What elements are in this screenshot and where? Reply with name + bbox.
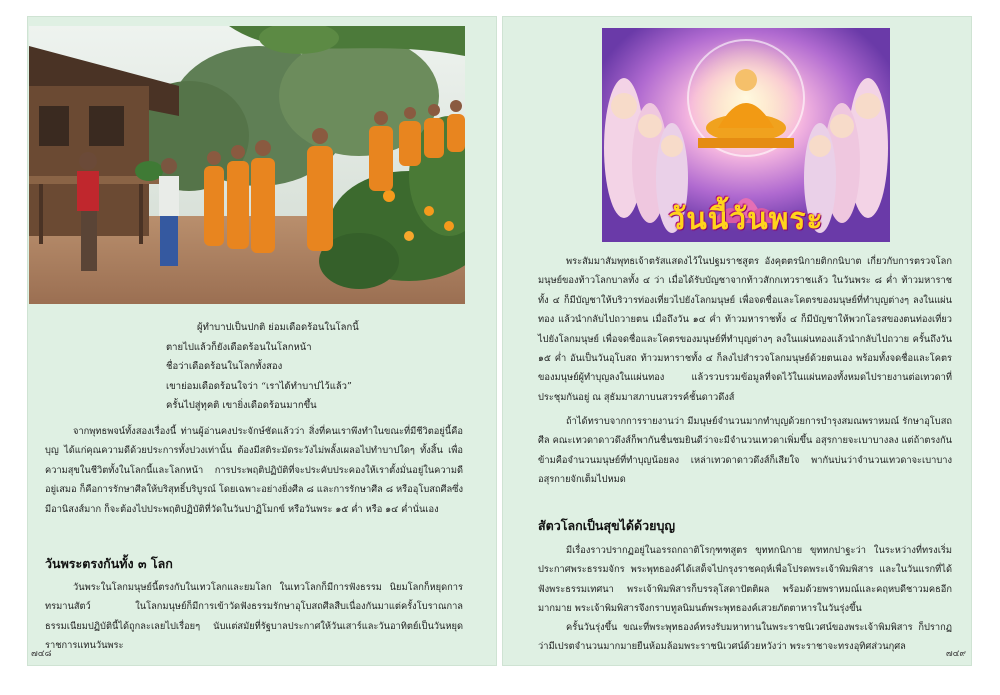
section-heading: สัตวโลกเป็นสุขได้ด้วยบุญ bbox=[538, 518, 676, 533]
paragraph-text: ถ้าได้ทราบจากการรายงานว่า มีมนุษย์จำนวนมากทำบุญด้วยการบำรุงสมณพราหมณ์ รักษาอุโบสถศีล คณะเทวดาดาวดึงส์ก็พากันชื่นชมยินดีว่าจะมีจำนวนเทวดาเพิ่มขึ้น อสุรกายจะเบาบางลง แต่ถ้าตรงกันข้ามคือจำนวนมนุษย์ที่ทำบุญน้อยลง เหล่าเทวดาดาวดึงส์ก็เสียใจ พากันบ่นว่าจำนวนเทวดาจะเบาบาง อสุรกายจักเต็มไปหมด bbox=[538, 416, 952, 486]
page-number: ๗๔๘ bbox=[31, 649, 52, 659]
paragraph-text: พระสัมมาสัมพุทธเจ้าตรัสแสดงไว้ในปฐมราชสูตร อังคุตตรนิกายติกกนิบาต เกี่ยวกับการตรวจโลกมนุษย์ของท้าวโลกบาลทั้ง ๔ ว่า เมื่อได้รับบัญชาจากท้าวสักกเทวราชแล้ว ในวันพระ ๘ ค่ำ ท้าวมหาราชทั้ง ๔ ก็มีบัญชาให้บริวารท่องเที่ยวไปยังโลกมนุษย์ เพื่อจดชื่อและโคตรของมนุษย์ที่ทำบุญต่างๆ ลงในแผ่นทอง แล้วนำกลับไปถวายตน เมื่อถึงวัน ๑๔ ค่ำ ท้าวมหาราชทั้ง ๔ ก็มีบัญชาให้พวกโอรสของตนท่องเที่ยวไปยังโลกมนุษย์ เพื่อจดชื่อและโคตรของมนุษย์ที่ทำบุญต่างๆ ลงในแผ่นทองแล้วนำกลับไปถวาย ครั้นถึงวัน ๑๕ ค่ำ อันเป็นวันอุโบสถ ท้าวมหาราชทั้ง ๔ ก็ลงไปสำรวจโลกมนุษย์ด้วยตนเอง พร้อมทั้งจดชื่อและโคตรของมนุษย์ผู้ทำบุญลงในแผ่นทอง แล้วรวบรวมข้อมูลที่จดไว้ในแผ่นทองทั้งหมดไปรายงานต่อเทวดาที่ประชุมกันอยู่ ณ สุธัมมาสภาบนสวรรค์ชั้นดาวดึงส์ bbox=[538, 256, 952, 403]
paragraph-text: มีเรื่องราวปรากฏอยู่ในอรรถกถาติโรกุฑฑสูตร ขุททกนิกาย ขุททกปาฐะว่า ในระหว่างที่ทรงเริ่มประกาศพระธรรมจักร พระพุทธองค์ได้เสด็จไปกรุงราชคฤห์เพื่อโปรดพระเจ้าพิมพิสาร และในวันแรกที่ได้ฟังพระธรรมเทศนา พระเจ้าพิมพิสารก็บรรลุโสดาปัตติผล พร้อมด้วยพราหมณ์และคฤหบดีชาวมคธอีกมากมาย พระเจ้าพิมพิสารจึงกราบทูลนิมนต์พระพุทธองค์เสวยภัตตาหารในวันรุ่งขึ้น bbox=[538, 545, 952, 615]
paragraph-text: วันพระในโลกมนุษย์นี้ตรงกับในเทวโลกและยมโลก ในเทวโลกก็มีการฟังธรรม นิยมโลกก็หยุดการทรมานสัตว์ ในโลกมนุษย์ก็มีการเข้าวัดฟังธรรมรักษาอุโบสถศีลสืบเนื่องกันมาแต่ครั้งโบราณกาล ธรรมเนียมปฏิบัตินี้ได้ถูกละเลยไปเรื่อยๆ นับแต่สมัยที่รัฐบาลประกาศให้วันเสาร์และวันอาทิตย์เป็นวันหยุดราชการแทนวันพระ bbox=[45, 582, 463, 652]
poem-line: ชื่อว่าเดือดร้อนในโลกทั้งสอง bbox=[166, 361, 283, 372]
buddha-day-picture bbox=[602, 28, 890, 242]
paragraph bbox=[538, 252, 952, 407]
page-number: ๗๔๙ bbox=[945, 649, 966, 659]
poem-line: ผู้ทำบาปเป็นปกติ ย่อมเดือดร้อนในโลกนี้ bbox=[197, 322, 359, 333]
alms-round-photo bbox=[29, 26, 465, 304]
paragraph bbox=[45, 578, 463, 656]
picture-caption: วันนี้วันพระ bbox=[668, 202, 824, 237]
section-heading: วันพระตรงกันทั้ง ๓ โลก bbox=[45, 556, 173, 571]
poem-line: ตายไปแล้วก็ยังเดือดร้อนในโลกหน้า bbox=[166, 341, 312, 353]
left-page bbox=[27, 16, 497, 666]
paragraph bbox=[538, 618, 952, 657]
paragraph-text: ครั้นวันรุ่งขึ้น ขณะที่พระพุทธองค์ทรงรับมหาทานในพระราชนิเวศน์ของพระเจ้าพิมพิสาร ก็ปรากฏว่ามีเปรตจำนวนมากมายยืนห้อมล้อมพระราชนิเวศน์ด้วยหวังว่า พระราชาจะทรงอุทิศส่วนกุศล bbox=[538, 622, 952, 653]
right-page bbox=[502, 16, 972, 666]
paragraph bbox=[538, 412, 952, 490]
poem-line: ครั้นไปสู่ทุคติ เขายิ่งเดือดร้อนมากขึ้น bbox=[166, 400, 317, 411]
paragraph-text: จากพุทธพจน์ทั้งสองเรื่องนี้ ท่านผู้อ่านคงประจักษ์ชัดแล้วว่า สิ่งที่คนเราพึงทำในขณะที่มีชีวิตอยู่นี้คือบุญ ได้แก่คุณความดีด้วยประการทั้งปวงเท่านั้น ต้องมีสติระมัดระวังไม่พลั้งเผลอไปทำบาปใดๆ ทั้งสิ้น เพื่อความสุขในชีวิตทั้งในโลกนี้และโลกหน้า การประพฤติปฏิบัติที่จะประคับประคองให้เราตั้งมั่นอยู่ในความดีอยู่เสมอ ก็คือการรักษาศีลให้บริสุทธิ์บริบูรณ์ โดยเฉพาะอย่างยิ่งศีล ๘ และการรักษาศีล ๘ หรืออุโบสถศีลซึ่งมีอานิสงส์มาก ก็จะต้องไปประพฤติปฏิบัติที่วัดในวันปาฏิโมกข์ หรือวันพระ ๑๕ ค่ำ หรือ ๑๔ ค่ำนั่นเอง bbox=[45, 426, 463, 515]
paragraph bbox=[538, 541, 952, 619]
paragraph bbox=[45, 422, 463, 519]
poem bbox=[166, 318, 466, 416]
poem-line: เขาย่อมเดือดร้อนใจว่า “เราได้ทำบาปไว้แล้ว” bbox=[166, 380, 352, 392]
